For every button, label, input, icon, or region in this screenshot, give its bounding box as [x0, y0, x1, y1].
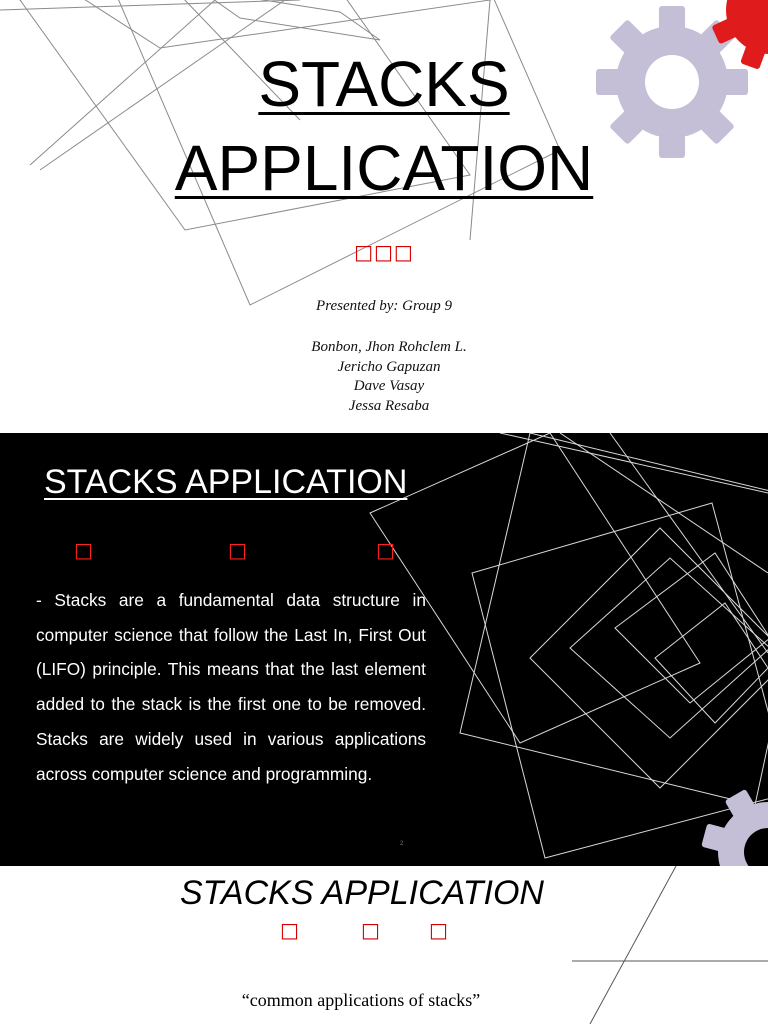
definition-slide	[0, 433, 768, 866]
gear-icon	[700, 788, 768, 866]
member-name: Jessa Resaba	[348, 397, 430, 414]
missing-glyph-icon: □	[280, 918, 299, 942]
section-title: STACKS APPLICATION	[179, 874, 544, 912]
section-title: STACKS APPLICATION	[44, 463, 408, 501]
title-slide	[0, 0, 768, 433]
missing-glyph-icon: □	[228, 538, 247, 562]
member-list	[0, 338, 768, 416]
member-name: Dave Vasay	[353, 378, 425, 394]
missing-glyph-icon: □	[376, 538, 395, 562]
title-line-2: APPLICATION	[174, 132, 594, 204]
quote-text: “common applications of stacks”	[241, 990, 481, 1010]
presented-by: Presented by: Group 9	[316, 298, 452, 314]
page-title	[0, 42, 768, 210]
page-number: 2	[400, 841, 404, 847]
member-name: Bonbon, Jhon Rohclem L.	[311, 339, 467, 355]
applications-slide	[0, 866, 768, 1024]
missing-glyph-icon: □	[361, 918, 380, 942]
missing-glyph-icons: □□□	[354, 240, 414, 264]
title-line-1: STACKS	[258, 48, 510, 120]
missing-glyph-icon: □	[74, 538, 93, 562]
member-name: Jericho Gapuzan	[337, 358, 441, 375]
stacks-definition: - Stacks are a fundamental data structure in computer science that follow the Last In, First Out (LIFO) principle. This means that the last element added to the stack is the first one to be removed. Stacks are widely used in various applications across computer science and programming.	[36, 590, 426, 784]
missing-glyph-icon: □	[429, 918, 448, 942]
